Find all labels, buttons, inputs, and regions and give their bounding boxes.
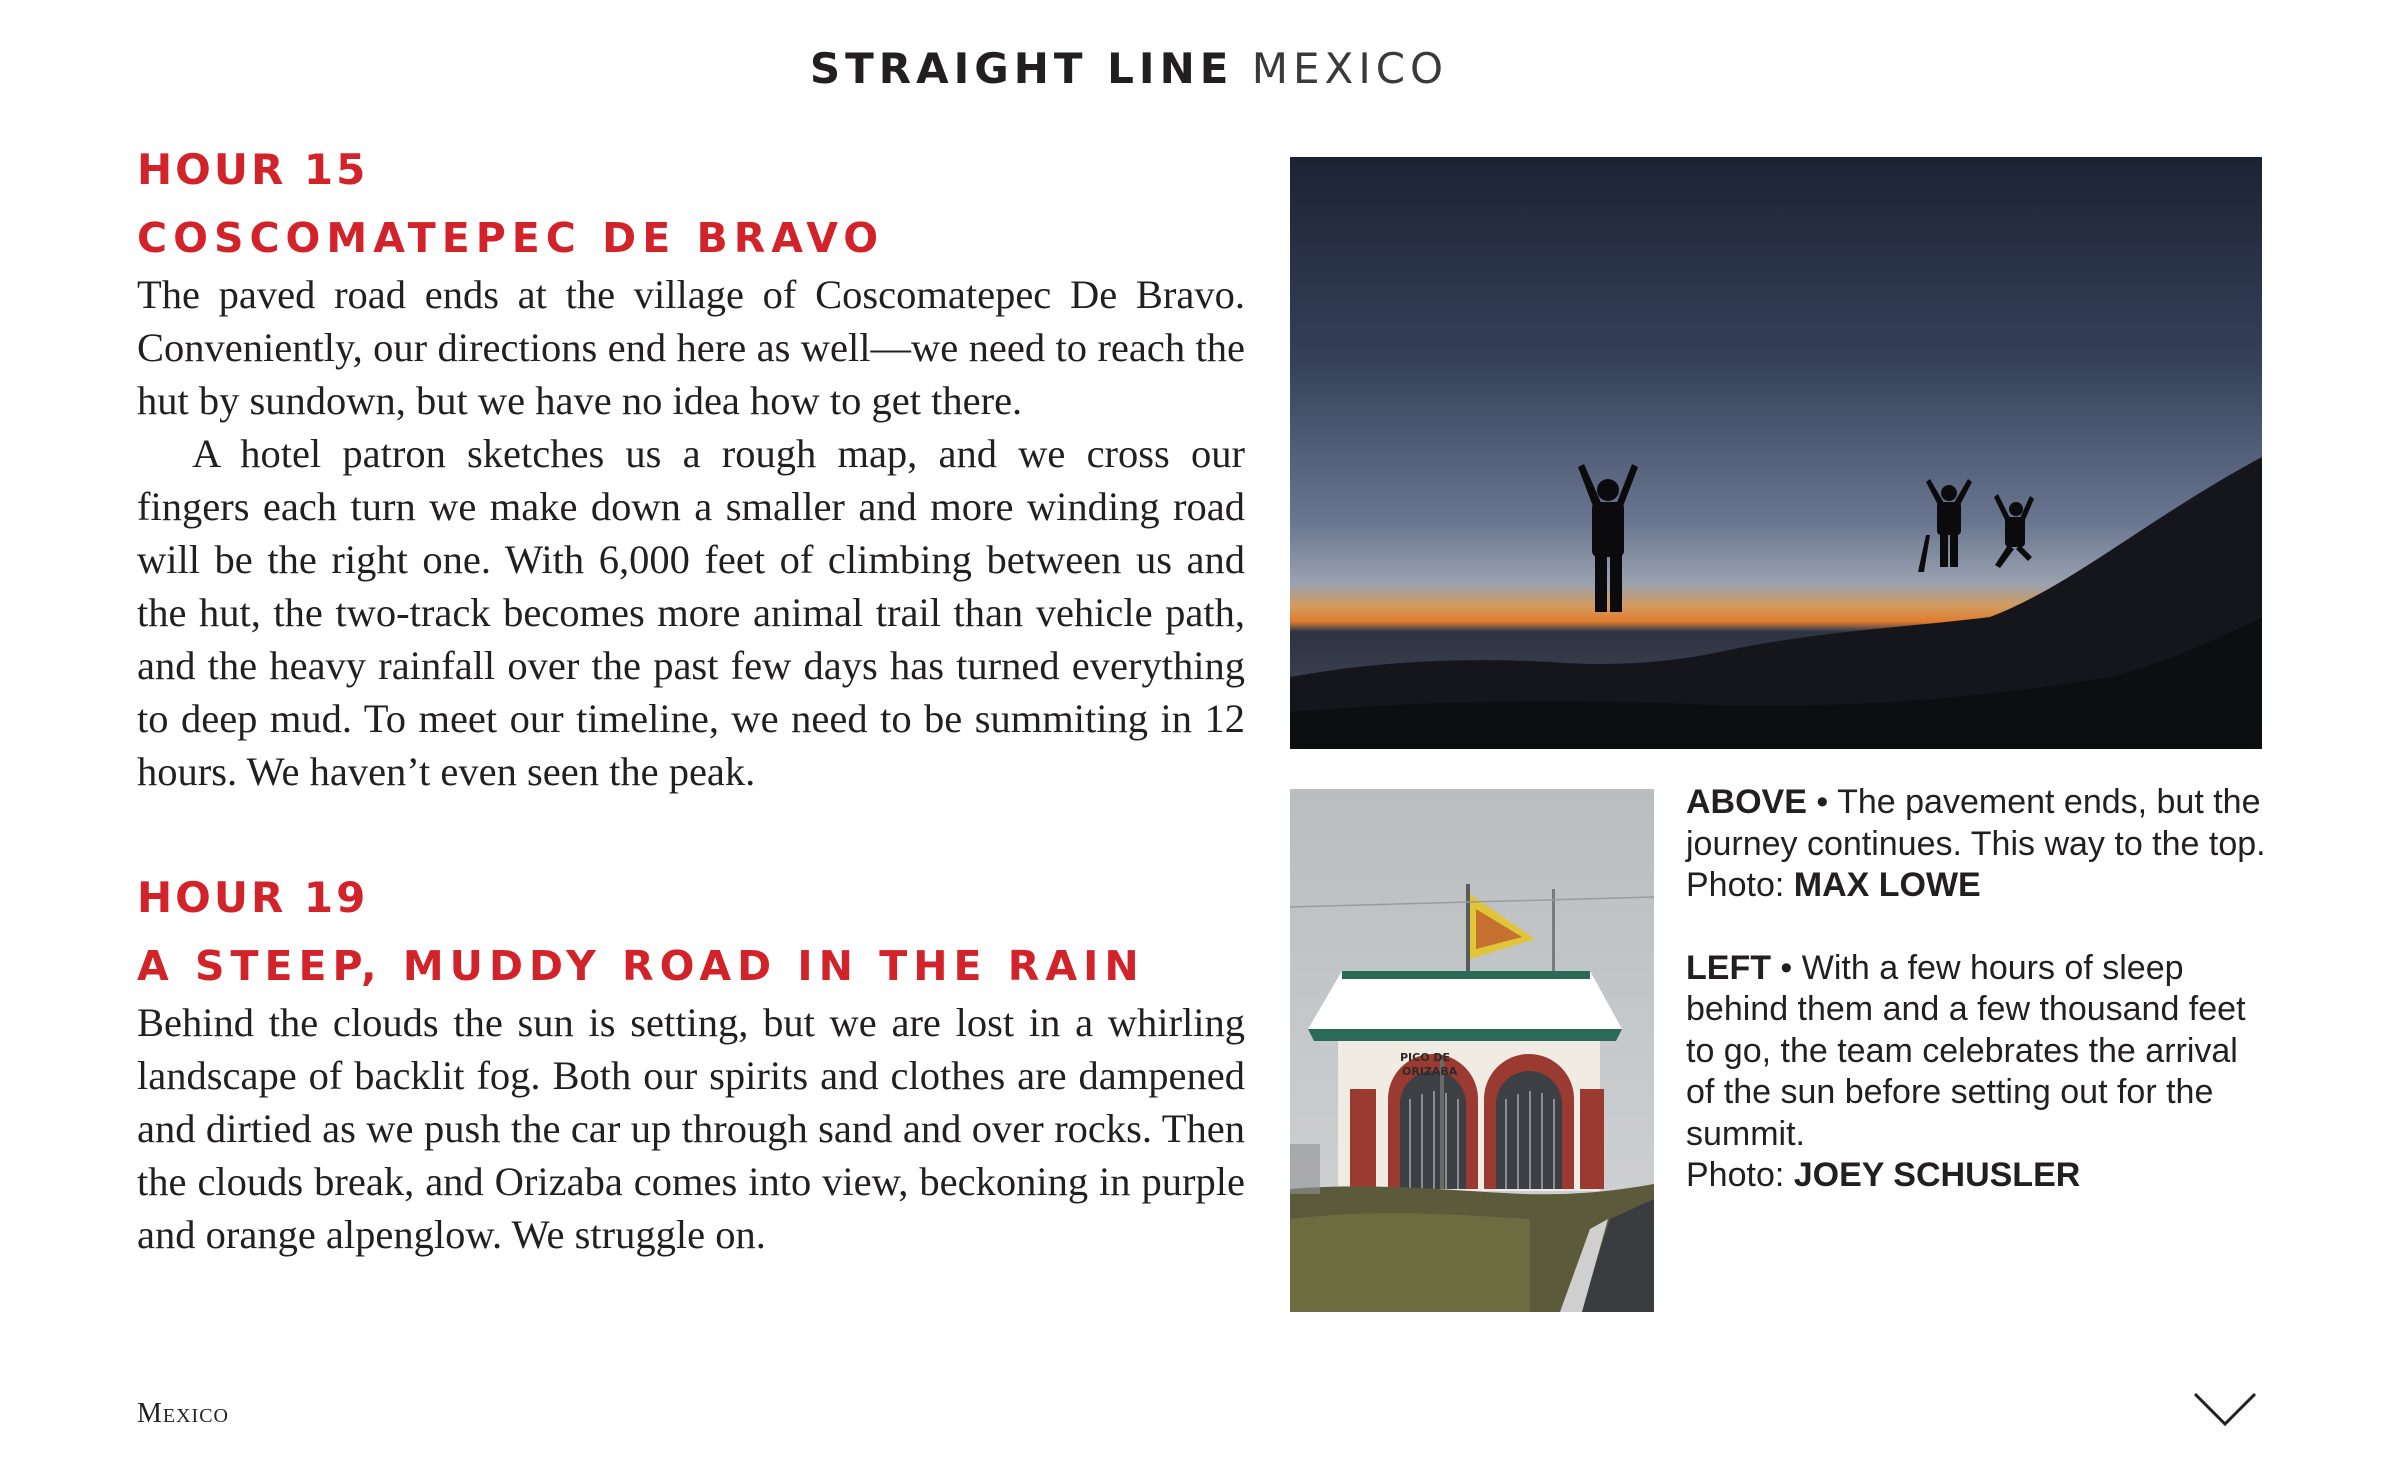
section2-hour-heading: HOUR 19	[137, 873, 369, 922]
orizaba-hut-photo	[1290, 789, 1654, 1312]
caption-above-credit-prefix: Photo:	[1686, 866, 1794, 904]
caption-left-text: With a few hours of sleep behind them and a few thousand feet to go, the team celebrates the arrival of the sun before setting out for the summit.	[1686, 948, 2246, 1153]
caption-left-label: LEFT	[1686, 948, 1771, 987]
footer-section-name: Mexico	[137, 1398, 229, 1429]
caption-above-bullet: •	[1806, 783, 1838, 821]
section1-paragraph-2: A hotel patron sketches us a rough map, and we cross our fingers each turn we make down a smaller and more winding road will be the right one. With 6,000 feet of climbing between us and the hut, the two-track becomes more animal trail than vehicle path, and the heavy rainfall over the past few days has turned everything to deep mud. To meet our timeline, we need to be summiting in 12 hours. We haven’t even seen the peak.	[137, 431, 1245, 794]
caption-above-credit	[1686, 865, 2266, 907]
caption-spacer	[1686, 907, 2266, 948]
summit-sunrise-photo	[1290, 157, 2262, 749]
hut-sign-line2: ORIZABA	[1402, 1065, 1458, 1078]
caption-left	[1686, 948, 2266, 1156]
header-title-light: MEXICO	[1251, 44, 1449, 93]
caption-left-bullet: •	[1770, 948, 1802, 987]
caption-left-credit-prefix: Photo:	[1686, 1156, 1794, 1194]
section2-place-heading: A STEEP, MUDDY ROAD IN THE RAIN	[137, 942, 1145, 990]
caption-above-credit-name: MAX LOWE	[1793, 866, 1981, 904]
caption-above-label: ABOVE	[1686, 783, 1807, 821]
section1-place-heading: COSCOMATEPEC DE BRAVO	[137, 214, 885, 262]
chevron-down-icon[interactable]	[2192, 1390, 2258, 1430]
section1-paragraph-1: The paved road ends at the village of Coscomatepec De Bravo. Conveniently, our directions end here as well—we need to reach the hut by sundown, but we have no idea how to get there.	[137, 272, 1245, 423]
caption-left-credit-name: JOEY SCHUSLER	[1793, 1156, 2081, 1194]
caption-left-credit	[1686, 1155, 2266, 1197]
page-header	[0, 44, 2258, 93]
caption-above	[1686, 782, 2266, 865]
section-spacer	[137, 798, 1245, 868]
photo-captions	[1686, 782, 2266, 1197]
hut-sign-line1: PICO DE	[1400, 1051, 1451, 1064]
section2-paragraph-1: Behind the clouds the sun is setting, but we are lost in a whirling landscape of backlit fog. Both our spirits and clothes are dampened and dirtied as we push the car up through sand and over rocks. Then the clouds break, and Orizaba comes into view, beckoning in purple and orange alpenglow. We struggle on.	[137, 1000, 1245, 1257]
caption-above-text: The pavement ends, but the journey continues. This way to the top.	[1686, 783, 2266, 863]
article-column	[137, 140, 1245, 1261]
header-title-bold: STRAIGHT LINE	[809, 44, 1234, 93]
section1-hour-heading: HOUR 15	[137, 145, 369, 194]
